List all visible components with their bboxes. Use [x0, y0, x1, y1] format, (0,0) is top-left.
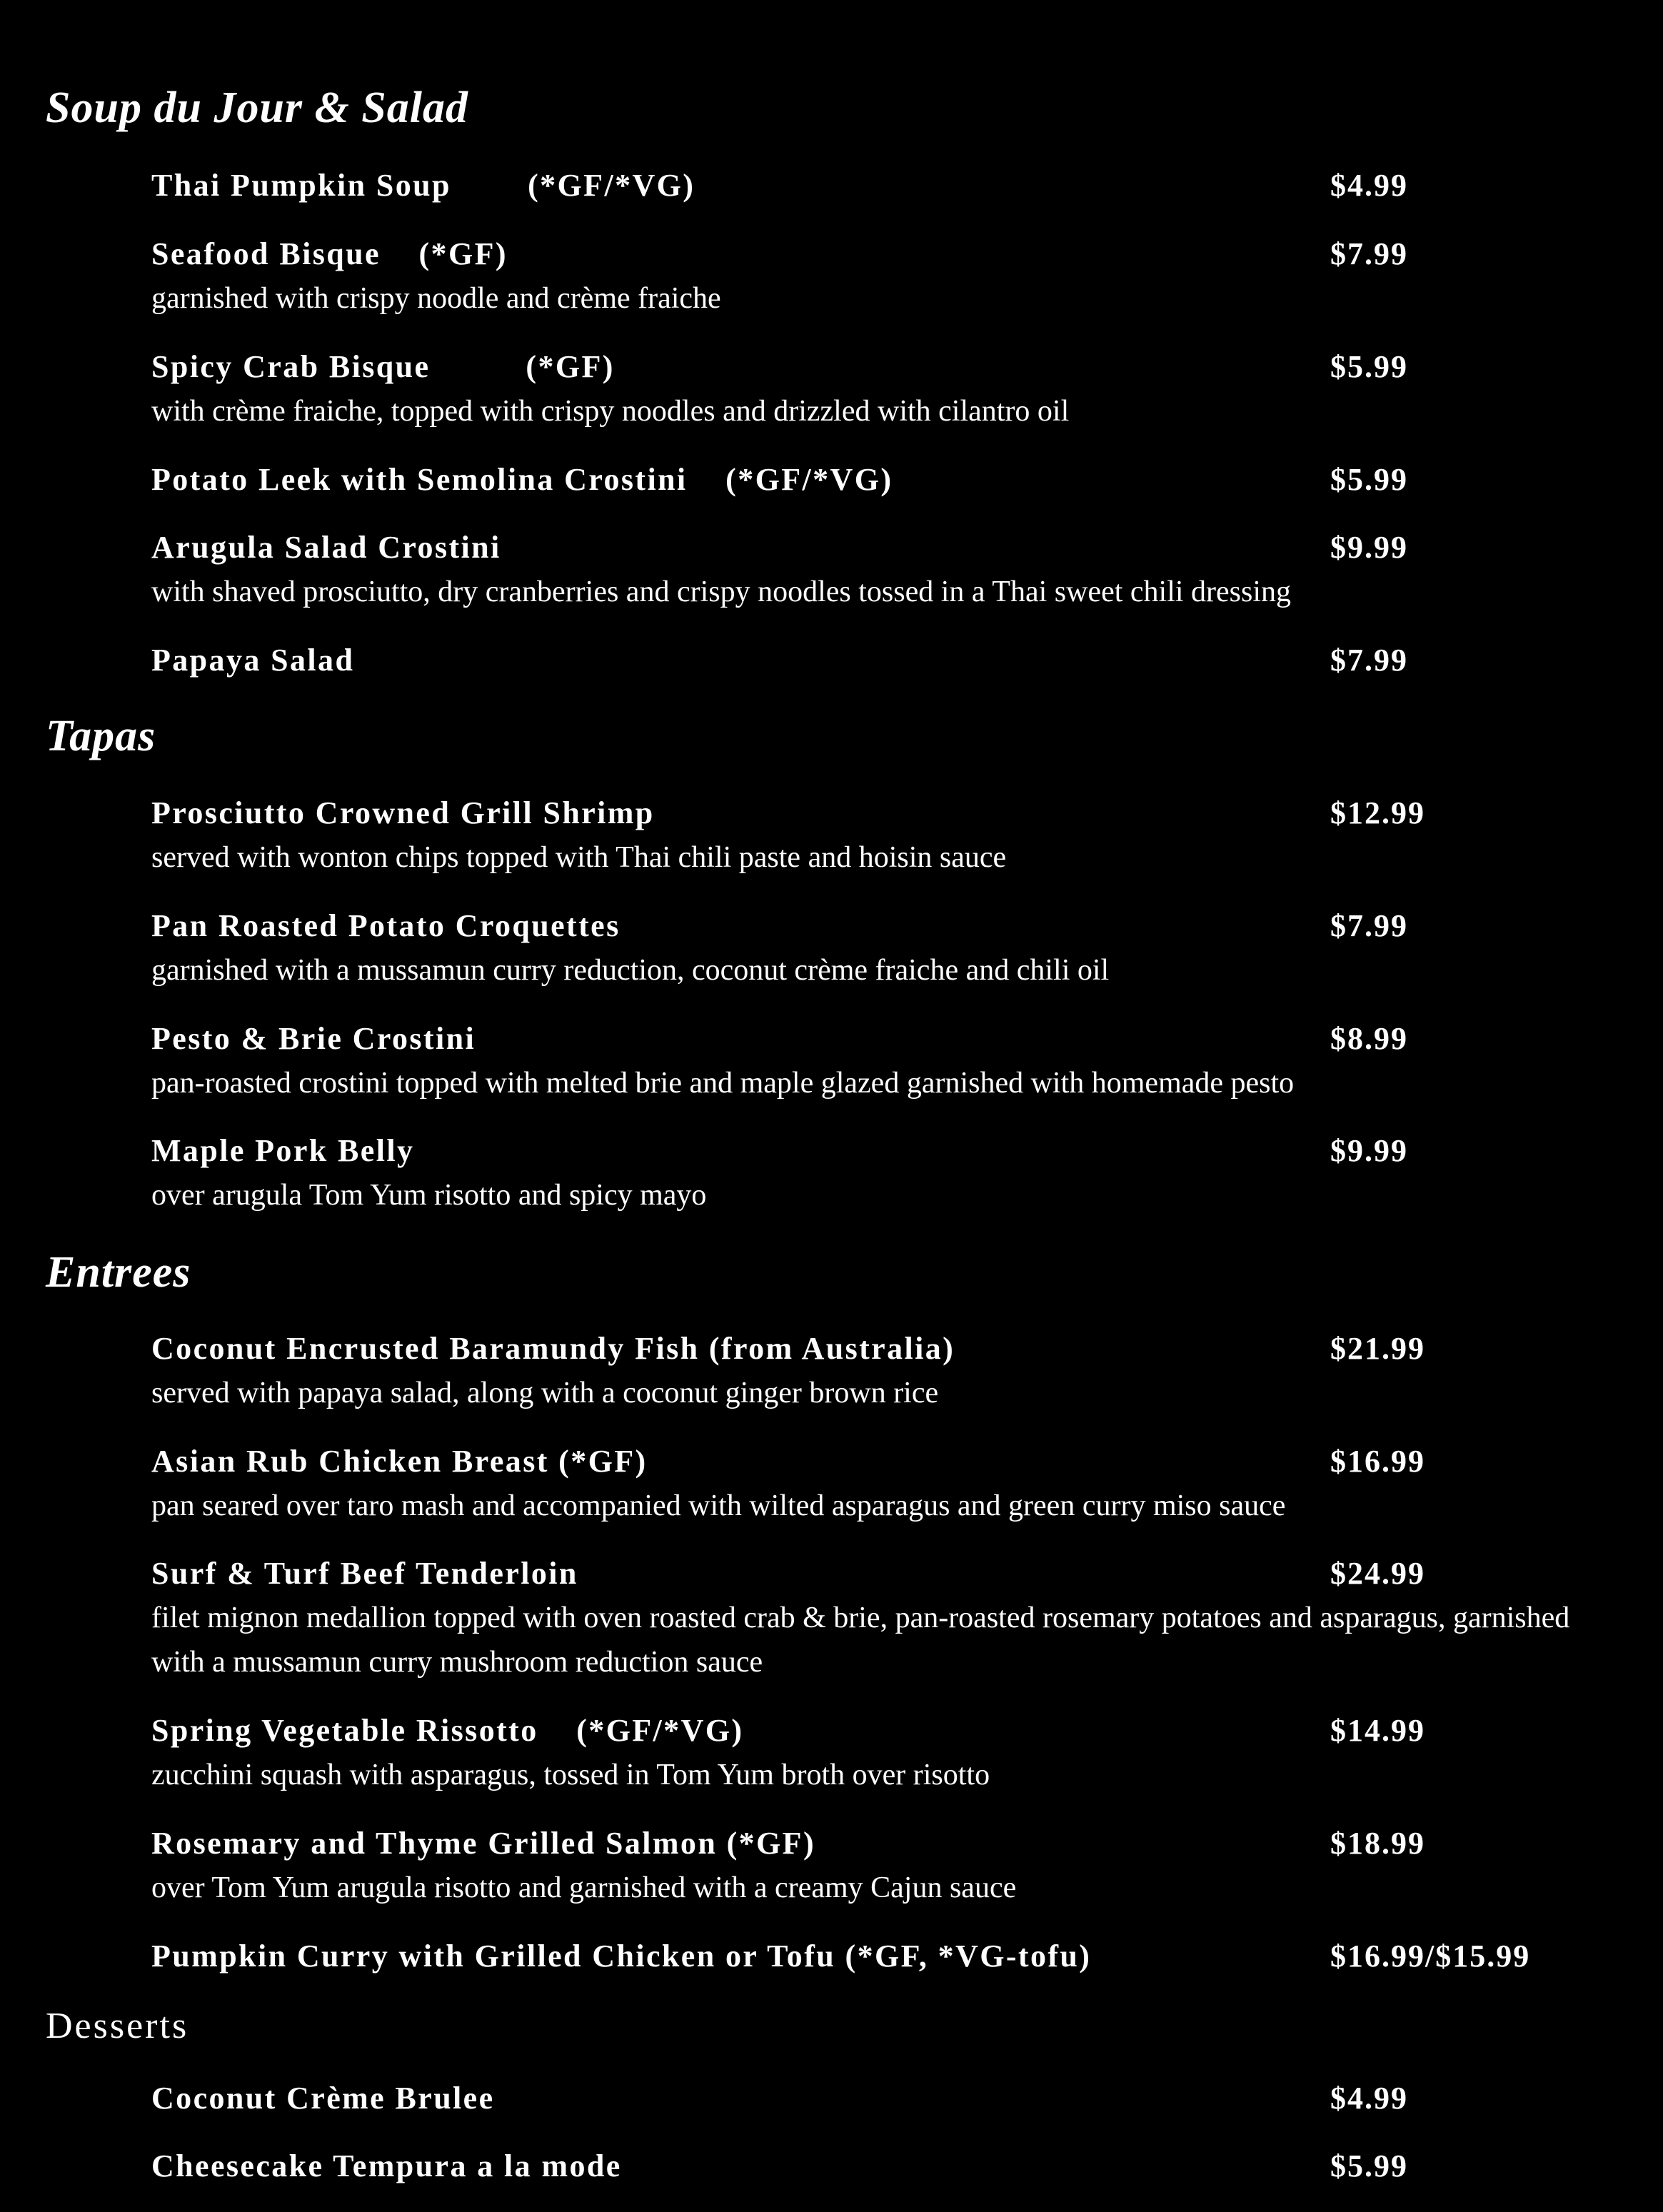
- item-price: $7.99: [1330, 643, 1408, 678]
- menu-item-asian-rub-chicken: [151, 1439, 1620, 1528]
- item-name: Arugula Salad Crostini: [151, 530, 501, 565]
- menu-item-potato-leek: [151, 458, 1620, 502]
- item-name: Thai Pumpkin Soup (*GF/*VG): [151, 168, 695, 203]
- section-title-soup-salad: Soup du Jour & Salad: [46, 84, 468, 132]
- item-description: with shaved prosciutto, dry cranberries and crispy noodles tossed in a Thai sweet chili dressing: [151, 575, 1292, 608]
- item-description: over arugula Tom Yum risotto and spicy mayo: [151, 1179, 707, 1212]
- item-price: $4.99: [1330, 2081, 1408, 2116]
- menu-item-pesto-brie-crostini: [151, 1017, 1620, 1105]
- item-price: $12.99: [1330, 795, 1425, 830]
- item-description: with crème fraiche, topped with crispy noodles and drizzled with cilantro oil: [151, 395, 1070, 428]
- item-name: Coconut Encrusted Baramundy Fish (from Australia): [151, 1331, 955, 1366]
- item-name: Potato Leek with Semolina Crostini (*GF/*VG): [151, 462, 893, 497]
- menu-item-seafood-bisque: [151, 232, 1620, 321]
- item-name: Cheesecake Tempura a la mode: [151, 2148, 622, 2183]
- item-description: pan-roasted crostini topped with melted brie and maple glazed garnished with homemade pesto: [151, 1067, 1295, 1100]
- item-price: $18.99: [1330, 1826, 1425, 1861]
- item-description: zucchini squash with asparagus, tossed in Tom Yum broth over risotto: [151, 1759, 990, 1791]
- item-name: Spicy Crab Bisque (*GF): [151, 349, 615, 384]
- item-name: Spring Vegetable Rissotto (*GF/*VG): [151, 1713, 744, 1748]
- menu-item-spicy-crab-bisque: [151, 345, 1620, 433]
- item-price: $9.99: [1330, 1133, 1408, 1168]
- section-title-desserts: Desserts: [46, 2006, 189, 2046]
- item-name: Pesto & Brie Crostini: [151, 1021, 476, 1056]
- item-price: $4.99: [1330, 168, 1408, 203]
- item-price: $8.99: [1330, 1021, 1408, 1056]
- item-name: Maple Pork Belly: [151, 1133, 415, 1168]
- item-name: Rosemary and Thyme Grilled Salmon (*GF): [151, 1826, 816, 1861]
- item-name: Papaya Salad: [151, 643, 355, 678]
- item-price: $7.99: [1330, 236, 1408, 271]
- menu-item-grilled-salmon: [151, 1821, 1620, 1910]
- section-title-entrees: Entrees: [46, 1248, 191, 1297]
- item-description: served with wonton chips topped with Thai chili paste and hoisin sauce: [151, 841, 1007, 874]
- menu-item-surf-turf: [151, 1552, 1620, 1684]
- item-price: $9.99: [1330, 530, 1408, 565]
- menu-item-prosciutto-shrimp: [151, 791, 1620, 880]
- item-price: $16.99: [1330, 1444, 1425, 1479]
- item-description: over Tom Yum arugula risotto and garnished with a creamy Cajun sauce: [151, 1871, 1017, 1904]
- item-price: $16.99/$15.99: [1330, 1939, 1531, 1974]
- item-name: Prosciutto Crowned Grill Shrimp: [151, 795, 655, 830]
- menu-item-baramundy-fish: [151, 1327, 1620, 1415]
- item-description: filet mignon medallion topped with oven roasted crab & brie, pan-roasted rosemary potatoes and asparagus, garnished with a mussamun curry mushroom reduction sauce: [151, 1602, 1570, 1679]
- menu-item-potato-croquettes: [151, 904, 1620, 992]
- item-name: Pumpkin Curry with Grilled Chicken or Tofu (*GF, *VG-tofu): [151, 1939, 1092, 1974]
- item-name: Surf & Turf Beef Tenderloin: [151, 1556, 578, 1591]
- item-description: served with papaya salad, along with a coconut ginger brown rice: [151, 1377, 939, 1409]
- menu-item-pumpkin-curry: [151, 1934, 1620, 1979]
- menu-item-spring-vegetable-risotto: [151, 1709, 1620, 1797]
- item-name: Seafood Bisque (*GF): [151, 236, 508, 271]
- item-description: garnished with crispy noodle and crème fraiche: [151, 282, 721, 315]
- menu-item-papaya-salad: [151, 638, 1620, 683]
- item-price: $24.99: [1330, 1556, 1425, 1591]
- section-title-tapas: Tapas: [46, 712, 156, 760]
- item-price: $21.99: [1330, 1331, 1425, 1366]
- item-description: pan seared over taro mash and accompanied with wilted asparagus and green curry miso sauce: [151, 1489, 1286, 1522]
- item-price: $14.99: [1330, 1713, 1425, 1748]
- item-price: $5.99: [1330, 462, 1408, 497]
- item-price: $5.99: [1330, 2148, 1408, 2183]
- item-price: $5.99: [1330, 349, 1408, 384]
- menu-item-coconut-creme-brulee: [151, 2076, 1620, 2121]
- item-name: Pan Roasted Potato Croquettes: [151, 908, 621, 943]
- item-name: Coconut Crème Brulee: [151, 2081, 495, 2116]
- menu-item-maple-pork-belly: [151, 1129, 1620, 1217]
- item-price: $7.99: [1330, 908, 1408, 943]
- menu-item-thai-pumpkin-soup: [151, 164, 1620, 208]
- menu-item-cheesecake-tempura: [151, 2144, 1620, 2188]
- item-description: garnished with a mussamun curry reduction, coconut crème fraiche and chili oil: [151, 954, 1110, 987]
- item-name: Asian Rub Chicken Breast (*GF): [151, 1444, 648, 1479]
- menu-item-arugula-salad-crostini: [151, 526, 1620, 614]
